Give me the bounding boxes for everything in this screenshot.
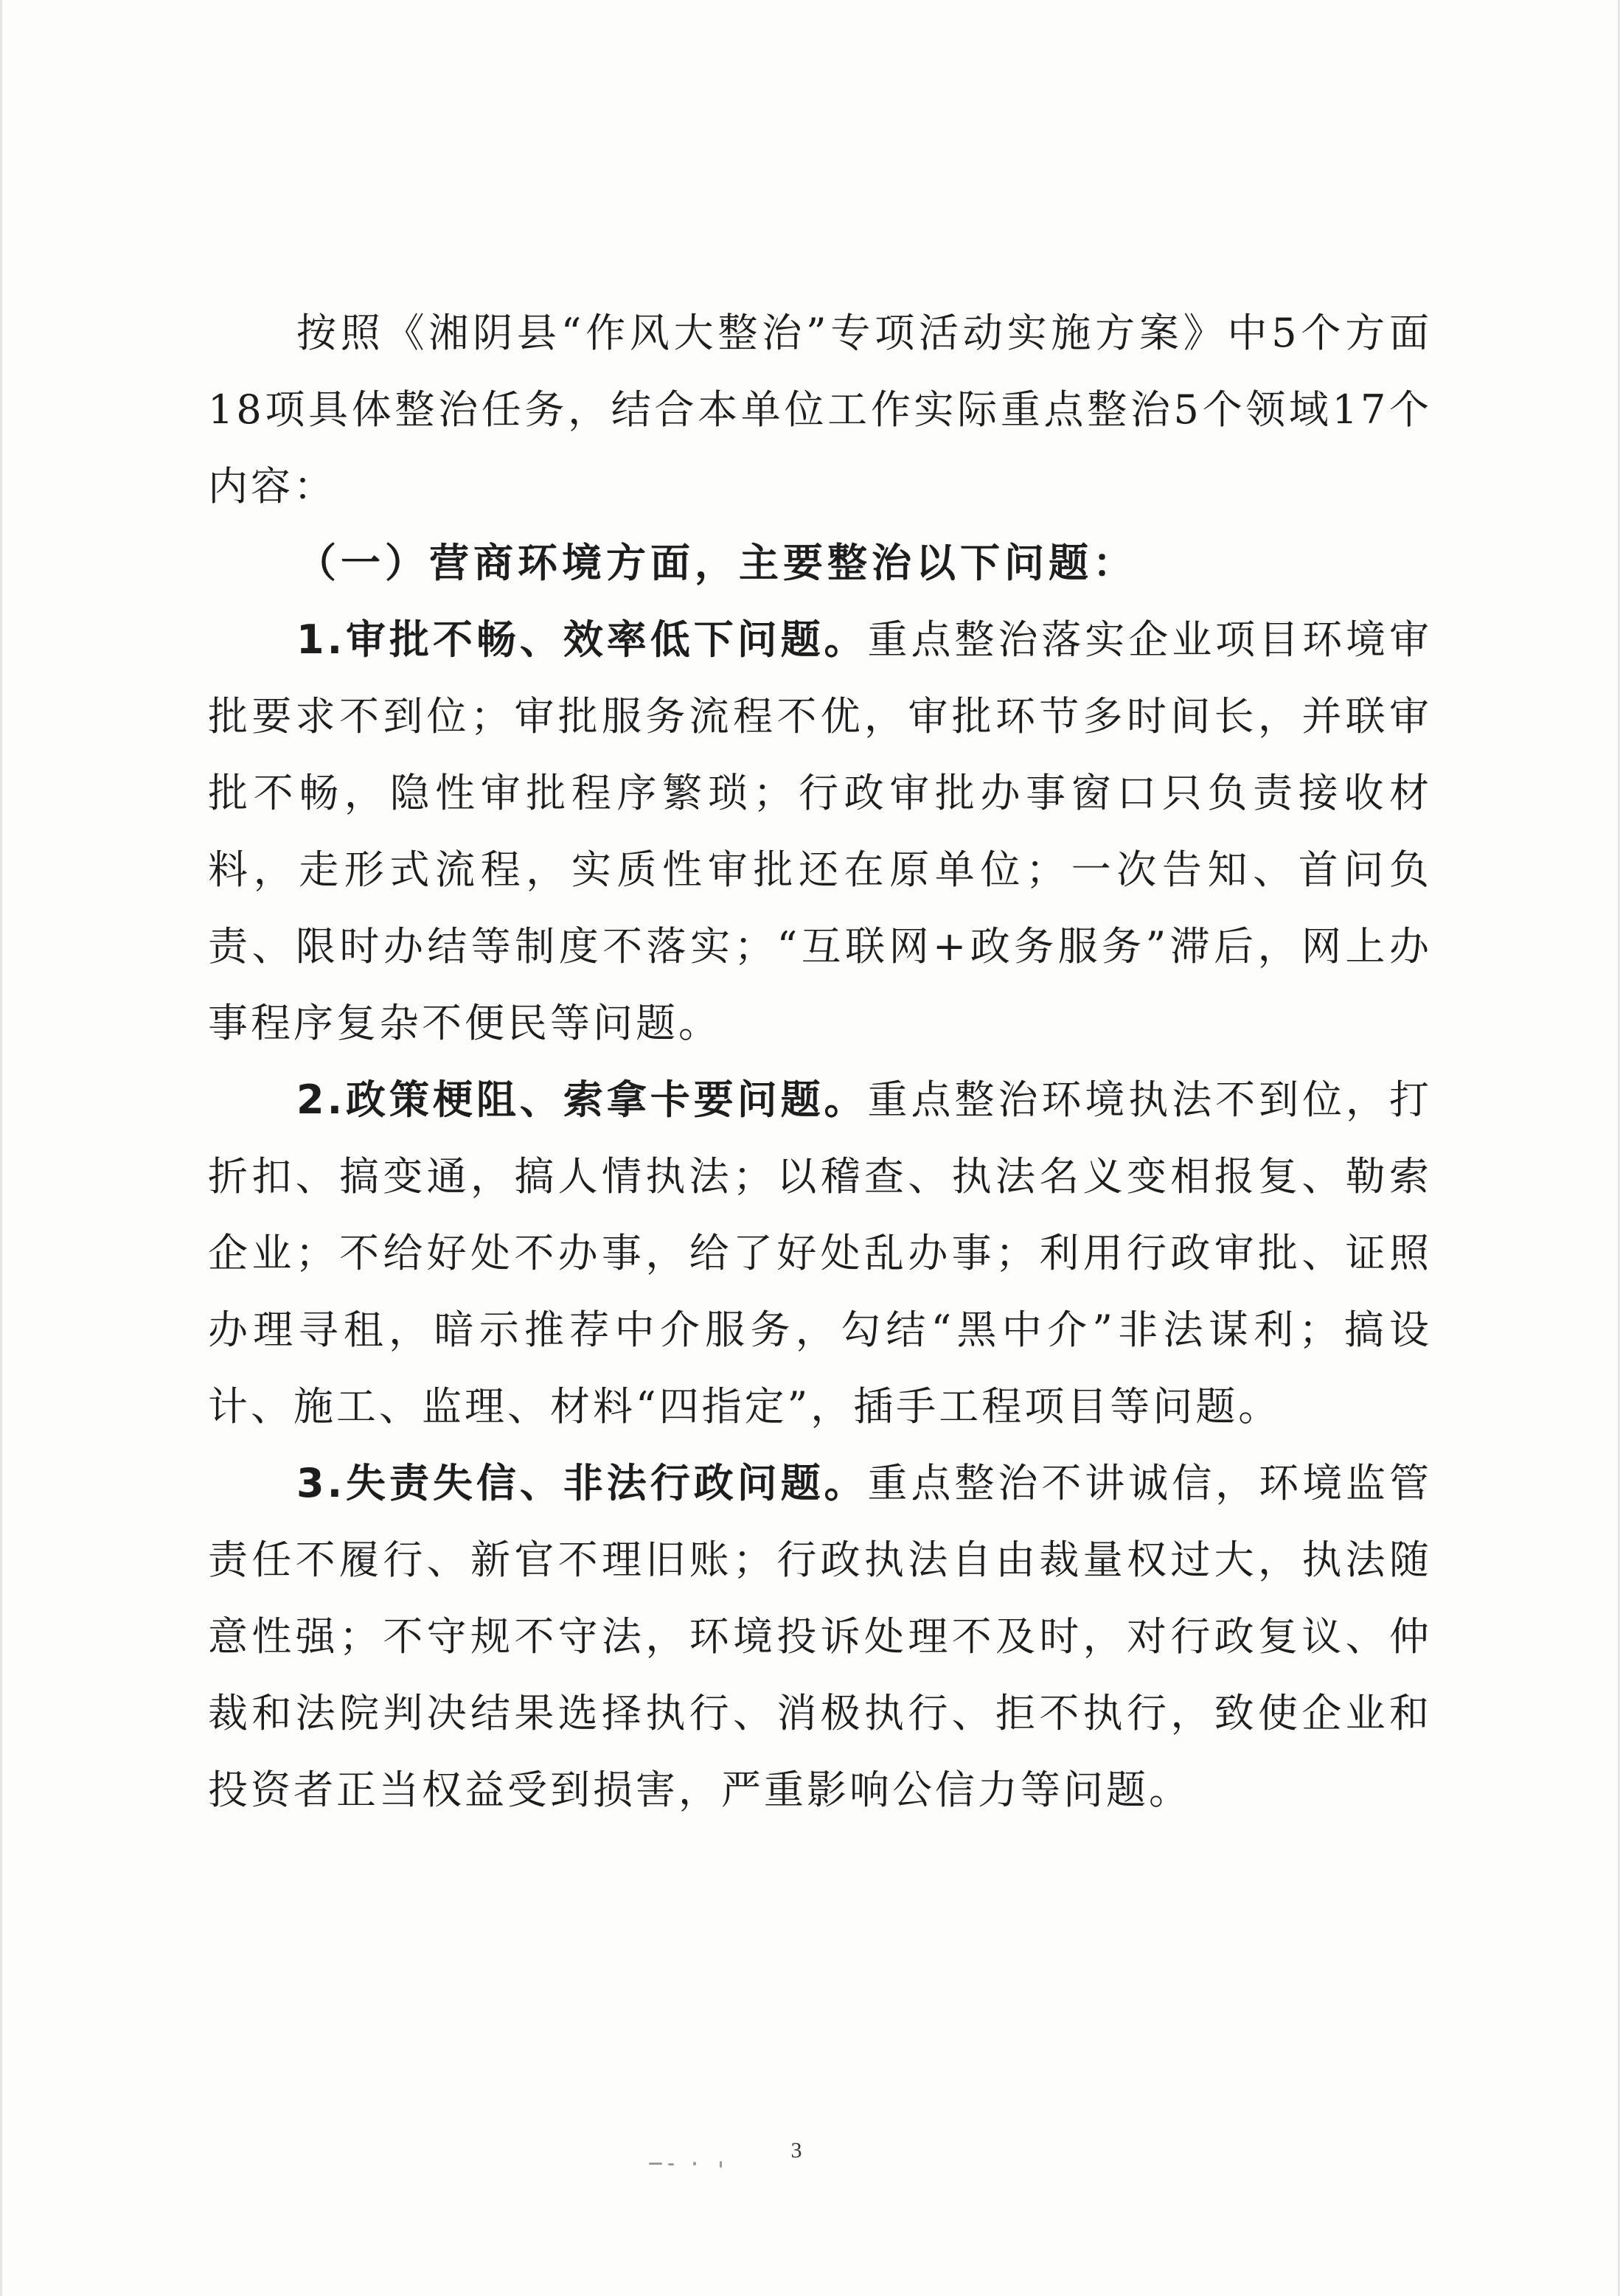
document-body	[208, 295, 1432, 1829]
item-title-1: 1.审批不畅、效率低下问题。	[296, 616, 868, 663]
item-paragraph-1	[208, 602, 1432, 1062]
item-paragraph-2	[208, 1062, 1432, 1445]
item-body-1: 重点整治落实企业项目环境审批要求不到位；审批服务流程不优，审批环节多时间长，并联审批不畅，隐性审批程序繁琐；行政审批办事窗口只负责接收材料，走形式流程，实质性审批还在原单位；一次告知、首问负责、限时办结等制度不落实；“互联网+政务服务”滞后，网上办事程序复杂不便民等问题。	[208, 616, 1433, 1046]
item-body-2: 重点整治环境执法不到位，打折扣、搞变通，搞人情执法；以稽查、执法名义变相报复、勒索企业；不给好处不办事，给了好处乱办事；利用行政审批、证照办理寻租，暗示推荐中介服务，勾结“黑中介”非法谋利；搞设计、施工、监理、材料“四指定”，插手工程项目等问题。	[208, 1076, 1433, 1430]
scan-specks	[649, 2157, 752, 2171]
intro-paragraph: 按照《湘阴县“作风大整治”专项活动实施方案》中5个方面18项具体整治任务，结合本单位工作实际重点整治5个领域17个内容：	[208, 310, 1432, 509]
page-number: 3	[790, 2138, 802, 2163]
item-title-3: 3.失责失信、非法行政问题。	[296, 1460, 868, 1506]
item-paragraph-3	[208, 1445, 1432, 1829]
scan-edge-left	[0, 0, 2, 2296]
section-heading: （一）营商环境方面，主要整治以下问题：	[296, 540, 1137, 586]
item-body-3: 重点整治不讲诚信，环境监管责任不履行、新官不理旧账；行政执法自由裁量权过大，执法随意性强；不守规不守法，环境投诉处理不及时，对行政复议、仲裁和法院判决结果选择执行、消极执行、拒不执行，致使企业和投资者正当权益受到损害，严重影响公信力等问题。	[208, 1460, 1433, 1813]
item-title-2: 2.政策梗阻、索拿卡要问题。	[296, 1076, 868, 1123]
